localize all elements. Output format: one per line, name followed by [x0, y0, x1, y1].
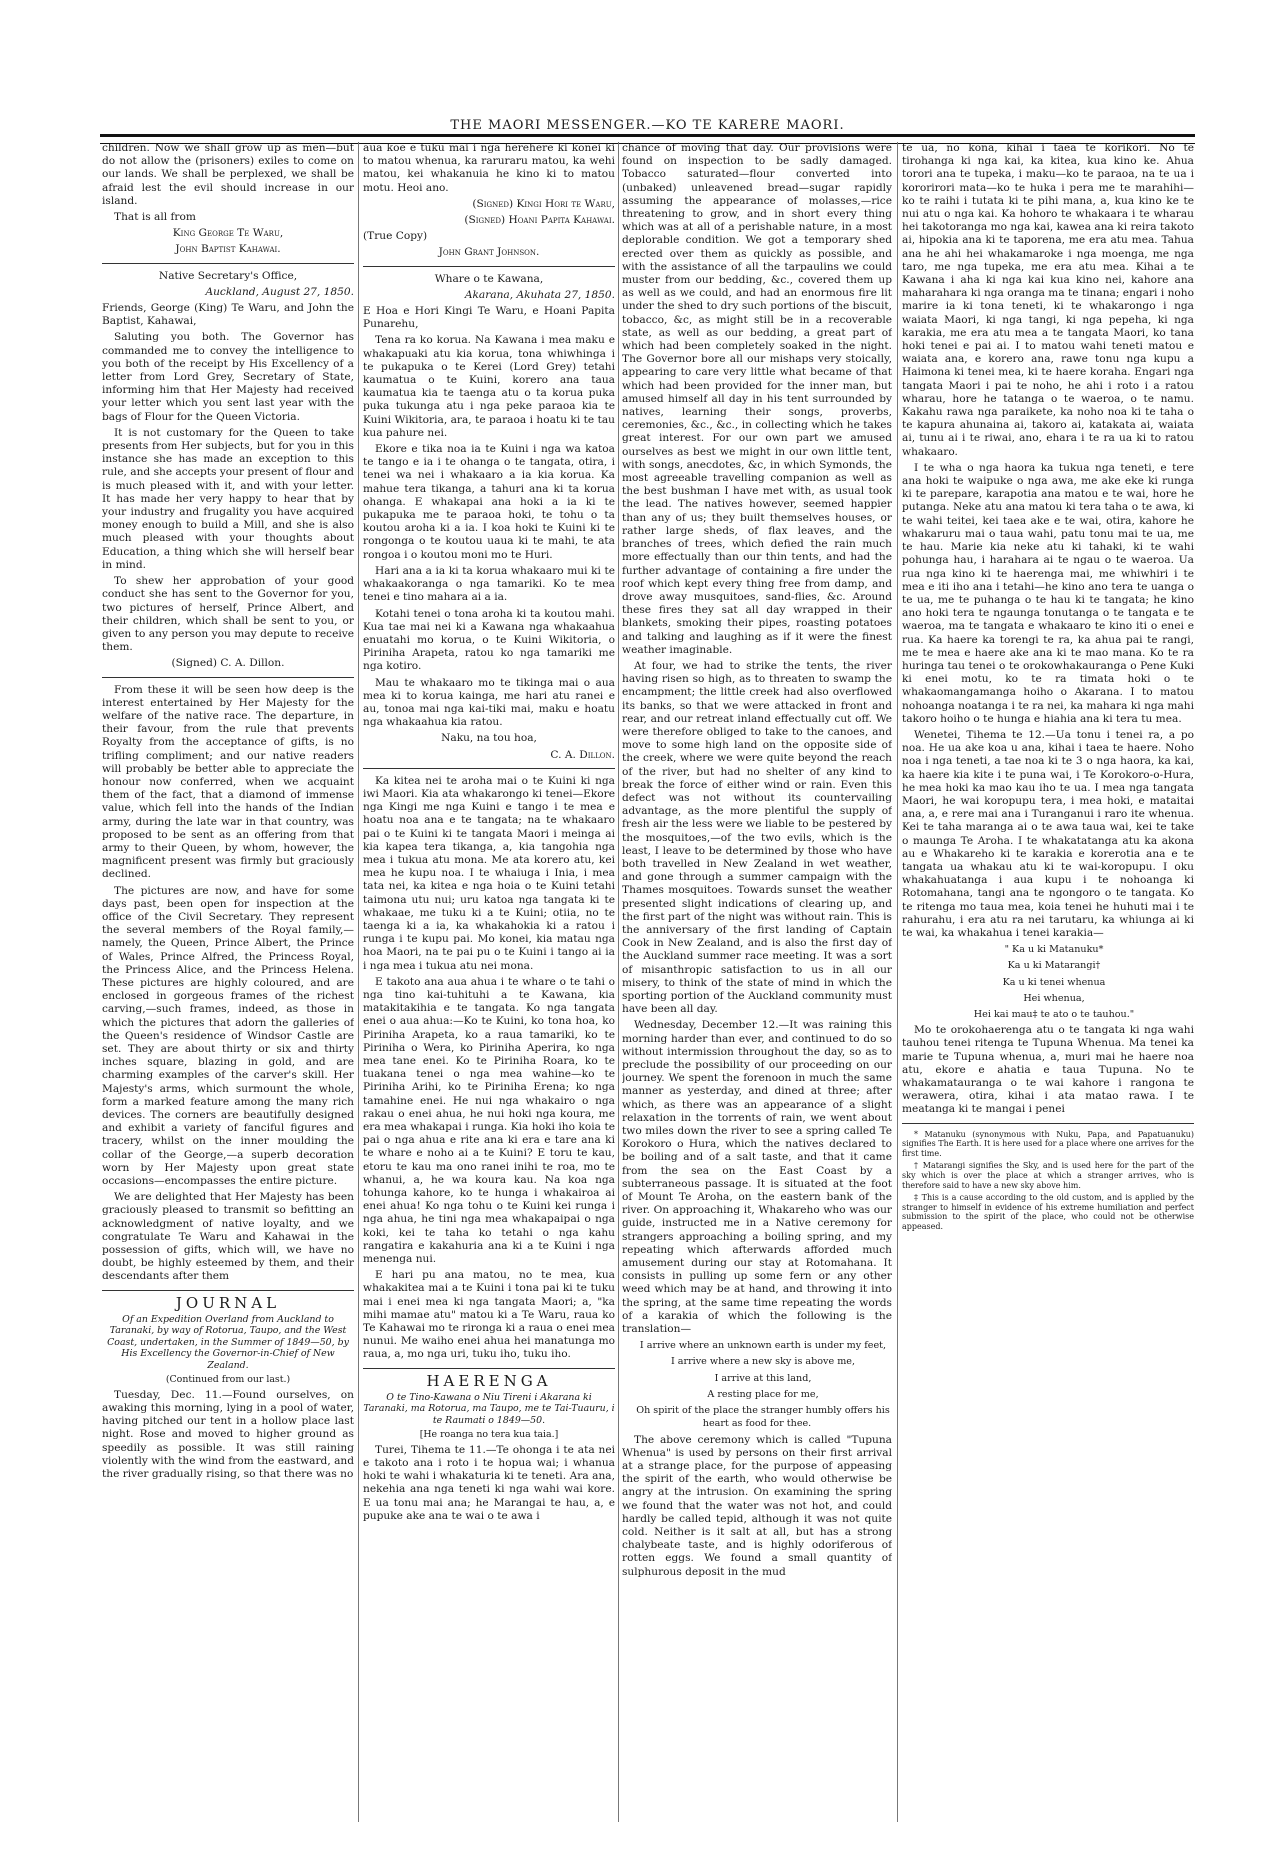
- dateline: Whare o te Kawana,: [434, 272, 544, 285]
- true-copy-note: (True Copy): [363, 230, 428, 243]
- section-title: JOURNAL: [175, 1293, 281, 1312]
- paragraph: Saluting you both. The Governor has commanded me to convey the intelligence to you both of the receipt by His Excellency of a letter from Lord Grey, Secretary of State, informing him that Her Majesty had received your letter which you sent last year with the bags of Flour for the Queen Victoria.: [102, 331, 354, 423]
- paragraph: aua koe e tuku mai i nga herehere ki konei ki to matou whenua, ka raruraru matou, ka wehi matou, kei whakanuia he kino ki to matou motu. Heoi ano.: [363, 142, 615, 194]
- verse-line: Ka u ki tenei whenua: [1002, 976, 1106, 988]
- signature: John Baptist Kahawai.: [175, 243, 281, 256]
- verse-line: Oh spirit of the place the stranger humbly offers his heart as food for thee.: [636, 1405, 890, 1430]
- signature: C. A. Dillon.: [550, 748, 615, 761]
- paragraph: Ekore e tika noa ia te Kuini i nga wa katoa te tango e ia i te ohanga o te tangata, otira, i tenei wa nei i whakaaro a ia kia korua. Ka mahue tera tikanga, a tahuri ana ki ta korua ohanga. E whakapai ana hoki a ia ki te pukapuka me te paraoa hoki, te tohu o ta koutou aroha ki a ia. I koa hoki te Kuini ki te rongonga o te koutou uaua ki te mahi, te ata rongoa i o koutou moni mo te Huri.: [363, 443, 615, 561]
- column-divider: [358, 142, 359, 1822]
- divider: [102, 1290, 354, 1291]
- signature: (Signed) Kingi Hori te Waru,: [472, 197, 615, 210]
- divider: [363, 1368, 615, 1369]
- paragraph: That is all from: [114, 211, 196, 224]
- paragraph: The pictures are now, and have for some days past, been open for inspection at the office of the Civil Secretary. They represent the several members of the Royal family,—namely, the Queen, Prince Albert, the Prince of Wales, Prince Alfred, the Princess Royal, the Princess Alice, and the Princess Helena. These pictures are highly coloured, and are enclosed in gorgeous frames of the richest carving,—such frames, indeed, as those in which the pictures that adorn the galleries of the Queen's residence of Windsor Castle are set. They are about thirty or six and thirty inches square, blazing in gold, and are charming examples of the carver's skill. Her Majesty's arms, which surmount the whole, form a marked feature among the many rich devices. The corners are beautifully designed and exhibit a variety of fanciful figures and tracery, whilst on the inner moulding the collar of the George,—a superb decoration worn by Her Majesty upon great state occasions—encompasses the entire picture.: [102, 884, 354, 1188]
- column-divider: [897, 142, 898, 1822]
- paragraph: To shew her approbation of your good conduct she has sent to the Governor for you, two pictures of herself, Prince Albert, and their children, which shall be sent to you, or given to any person you may depute to receive them.: [102, 575, 354, 654]
- verse-line: I arrive where an unknown earth is under my feet,: [639, 1340, 887, 1352]
- column-1: [102, 142, 354, 1822]
- divider: [902, 1123, 1194, 1124]
- paragraph: It is not customary for the Queen to take presents from Her subjects, but for you in this instance she has made an exception to this rule, and she accepts your present of flour and is much pleased with it, and with your letter. It has made her very happy to hear that by your industry and frugality you have acquired money enough to build a Mill, and she is also much pleased with your thoughts about Education, a thing which she will herself bear in mind.: [102, 426, 354, 571]
- verse-line: I arrive where a new sky is above me,: [670, 1356, 856, 1368]
- paragraph: Wenetei, Tihema te 12.—Ua tonu i tenei ra, a po noa. He ua ake koa u ana, kihai i taea te haere. Noho noa i nga teneti, a tae noa ki te 3 o nga haora, ka kai, ka haere kia kite i te puna wai, i Te Korokoro-o-Hura, he mea hoki ka mao kau iho te ua. I mea nga tangata Maori, he wai koropupu tera, i mea hoki, e mataitai ana, a, e rere mai ana i Turanganui i raro ite whenua. Kei te taha maranga ai o te awa taua wai, kei te take o maunga Te Aroha. I te whakatatanga atu ka akona au e Whakareho ki te karakia e korerotia ana e te tangata ua whakau atu ki te wai-koropupu. I oku whakahuatanga i aua kupu i te nohoanga ki Rotomahana, tangi ana te ngongoro o te tangata. Ko te ritenga mo taua mea, koia tenei he huhuti mai i te rahurahu, i era atu ra nei tarutaru, ka whiunga ai ki te wai, ka whakahua i tenei karakia—: [902, 728, 1194, 939]
- signature: King George Te Waru,: [172, 227, 284, 240]
- dateline: Native Secretary's Office,: [158, 269, 298, 282]
- paragraph: We are delighted that Her Majesty has been graciously pleased to transmit so befitting an acknowledgment of native loyalty, and we congratulate Te Waru and Kahawai in the possession of gifts, which will, we have no doubt, be highly esteemed by them, and their descendants after them: [102, 1191, 354, 1283]
- paragraph: Ka kitea nei te aroha mai o te Kuini ki nga iwi Maori. Kia ata whakarongo ki tenei—Ekore nga Kingi me nga Kuini e tango i te mea e hoatu noa ana e te tangata; na te whakaaro pai o te Kuini ki te tangata Maori i meinga ai kia kapea tera tikanga, a, kia tangohia nga mea i tukua atu mona. Me ata korero atu, kei mea he kupu noa. I te whaiuga i Inia, i mea tata nei, ka kitea e nga hoia o te Kuini tetahi taimona utu nui; uru katoa nga tangata ki te whakaae, me tuku ki a te Kuini; otiia, no te taenga ki a ia, ka whakahokia ki a ratou i runga i te kupu pai. Mo konei, kia matau nga hoa Maori, na te pai pu o te Kuini i tango ai ia i nga mea i tukua atu nei mona.: [363, 774, 615, 972]
- paragraph: E hari pu ana matou, no te mea, kua whakakitea mai a te Kuini i tona pai ki te tuku mai i enei mea ki nga tangata Maori; a, "ka mihi mamae atu" matou ki a Te Waru, raua ko Te Kahawai mo te rironga ki a raua o enei mea nunui. Me waiho enei ahua hei manatunga mo raua, a, mo nga uri, tuku iho, tuku iho.: [363, 1269, 615, 1361]
- divider: [363, 768, 615, 769]
- closing: Naku, na tou hoa,: [441, 732, 537, 745]
- paragraph: children. Now we shall grow up as men—but do not allow the (prisoners) exiles to come on our lands. We shall be perplexed, we shall be afraid lest the evil should increase in our island.: [102, 142, 354, 207]
- paragraph: Mo te orokohaerenga atu o te tangata ki nga wahi tauhou tenei ritenga te Tupuna Whenua. Ma tenei ka marie te Tupuna whenua, a, muri mai he haere noa atu, ekore e ahatia e taua Tupuna. No te whakamatauranga o te wai kahore i rangona te werawera, otira, kihai i ata matao rawa. I te meatanga ki te mangai i penei: [902, 1024, 1194, 1116]
- footnote: ‡ This is a cause according to the old custom, and is applied by the stranger to himself in evidence of his extreme humiliation and perfect submission to the spirit of the place, who could not be otherwise appeased.: [902, 1193, 1194, 1231]
- paragraph: chance of moving that day. Our provisions were found on inspection to be sadly damaged. Tobacco saturated—flour converted into (unbaked) unleavened bread—sugar rapidly assuming the appearance of molasses,—rice threatening to grow, and in short every thing which was at all of a perishable nature, in a most deplorable condition. We got a temporary shed erected over them as quickly as possible, and with the assistance of all the tarpaulins we could muster from our bedding, &c., covered them up as well as we could, and had an enormous fire lit under the shed to dry such portions of the biscuit, tobacco, &c, as might still be in a recoverable state, as well as our bedding, a great part of which had been completely soaked in the night. The Governor bore all our mishaps very stoically, appearing to care very little what became of that which had been provided for the inner man, but amused himself all day in his tent surrounded by natives, learning their songs, proverbs, ceremonies, &c., &c., in collecting which he takes great interest. For our own part we amused ourselves as best we might in our own little tent, with songs, anecdotes, &c, in which Symonds, the most agreeable travelling companion as well as the best bushman I have met with, as usual took the lead. The natives however, seemed happier than any of us; they built themselves houses, or rather large sheds, of flax leaves, and the branches of trees, which defied the rain much more effectually than our thin tents, and had the further advantage of containing a fire under the roof which kept every thing free from damp, and drove away musquitoes, sand-flies, &c. Around these fires they sat all day wrapped in their blankets, smoking their pipes, roasting potatoes and talking and laughing as if it were the finest weather imaginable.: [622, 142, 892, 656]
- verse-line: " Ka u ki Matanuku*: [1004, 944, 1104, 956]
- paragraph: Kotahi tenei o tona aroha ki ta koutou mahi. Kua tae mai nei ki a Kawana nga whakaahua enuatahi mo korua, o te Kuini Wikitoria, o Piriniha Arapeta, ratou ko nga tamariki me nga kotiro.: [363, 607, 615, 673]
- divider: [363, 266, 615, 267]
- column-divider: [618, 142, 619, 1822]
- divider: [102, 677, 354, 678]
- verse-line: A resting place for me,: [707, 1388, 819, 1400]
- paragraph: The above ceremony which is called "Tupuna Whenua" is used by persons on their first arrival at a strange place, for the purpose of appeasing the spirit of the earth, who would otherwise be angry at the intrusion. On examining the spring we found that the water was not hot, and could hardly be called tepid, although it was not quite cold. Neither is it salt at all, but has a strong chalybeate taste, and is highly odoriferous of rotten eggs. We found a small quantity of sulphurous deposit in the mud: [622, 1433, 892, 1578]
- footnote: * Matanuku (synonymous with Nuku, Papa, and Papatuanuku) signifies The Earth. It is here used for a place where one arrives for the first time.: [902, 1129, 1194, 1158]
- paragraph: Tena ra ko korua. Na Kawana i mea maku e whakapuaki atu kia korua, tona whiwhinga i te pukapuka o te Kerei (Lord Grey) tetahi kaumatua o te Kuini, korero ana taua kaumatua kia te taenga atu o ta korua puka puka tukunga atu i nga peke paraoa kia te Kuini Wikitoria, ara, te paraoa i hoatu ki te tau kua pahure nei.: [363, 334, 615, 439]
- paragraph: te ua, no kona, kihai i taea te korikori. No te tirohanga ki nga kai, ka kitea, kua kino ke. Ahua torori ana te tupeka, i maku—ko te paraoa, na te ua i kororirori mata—ko te huka i pera me te marahihi—ko te raihi i tutata ki te pihi mana, a, kua kino ke te nui atu o nga kai. Ka hohoro te whakaara i te wharau hei takotoranga mo nga kai, kawea ana ki reira takoto ai, hipokia ana ki te taporena, me era atu mea. Tahua ana he ahi hei whakamaroke i nga moenga, me nga taro, me nga tupeka, me era atu mea. Kihai a te Kawana i aha ki nga kai kua kino nei, kahore ana maharahara ki nga oranga ma te tinana; engari i noho marire ia ki tona teneti, ki te whakarongo i nga waiata Maori, ki nga tangi, ki nga pepeha, ki nga karakia, me era atu mea a te tangata Maori, ko tana hoki tenei e pai ai. I to matou wahi teneti matou e waiata ana, e korero ana, rawe tonu nga kupu a Haimona ki tenei mea, ki te haere koraha. Engari nga tangata Maori i pai te noho, he ahi i roto i a ratou wharau, hore he tatanga o te waeroa, o te namu. Kakahu rawa nga paraikete, ka noho noa ki te taha o te kapura ahunaina ai, takoro ai, katakata ai, waiata ai, tunu ai i te riwai, ano, ehara i te ra ua ki to ratou whakaaro.: [902, 142, 1194, 458]
- column-2: [363, 142, 615, 1822]
- paragraph: Wednesday, December 12.—It was raining this morning harder than ever, and continued to do so without intermission throughout the day, so as to preclude the possibility of our proceeding on our journey. We spent the forenoon in much the same manner as yesterday, and dined at three; after which, as there was an appearance of a slight relaxation in the torrents of rain, we went about two miles down the river to see a spring called Te Korokoro o Hura, which the natives declared to be boiling and of a salt taste, and that it came from the sea on the East Coast by a subterraneous passage. It is situated at the foot of Mount Te Aroha, on the eastern bank of the river. On approaching it, Whakareho who was our guide, instructed me in a Native ceremony for strangers approaching a boiling spring, and my repeating which afterwards afforded much amusement during our stay at Rotomahana. It consists in pulling up some fern or any other weed which may be at hand, and throwing it into the spring, at the same time repeating the words of a karakia of which the following is the translation—: [622, 1019, 892, 1336]
- signature: (Signed) C. A. Dillon.: [171, 657, 285, 670]
- footnote: † Matarangi signifies the Sky, and is used here for the part of the sky which is over the place at which a stranger arrives, who is therefore said to have a new sky above him.: [902, 1161, 1194, 1190]
- dateline: Auckland, August 27, 1850.: [205, 285, 354, 298]
- column-4: [902, 142, 1194, 1822]
- salutation: E Hoa e Hori Kingi Te Waru, e Hoani Papita Punarehu,: [363, 305, 615, 331]
- signature: John Grant Johnson.: [438, 246, 540, 259]
- running-header: THE MAORI MESSENGER.—KO TE KARERE MAORI.: [450, 118, 845, 133]
- paragraph: From these it will be seen how deep is the interest entertained by Her Majesty for the welfare of the native race. The departure, in their favour, from the rule that prevents Royalty from the acceptance of gifts, is no trifling compliment; and our native readers will probably be better able to appreciate the honour now conferred, when we acquaint them of the fact, that a diamond of immense value, which fell into the hands of the Indian army, during the late war in that country, was proposed to be sent as an offering from that army to their Queen, by whom, however, the magnificent present was firmly but graciously declined.: [102, 683, 354, 881]
- verse-line: Ka u ki Matarangi†: [1007, 960, 1101, 972]
- paragraph: Mau te whakaaro mo te tikinga mai o aua mea ki to korua kainga, me hari atu ranei e au, tonoa mai nga kai-tiki mai, maku e hoatu nga whakaahua kia ratou.: [363, 676, 615, 729]
- section-title: HAERENGA: [426, 1371, 552, 1390]
- verse-line: Hei whenua,: [1023, 992, 1085, 1004]
- paragraph: Hari ana a ia ki ta korua whakaaro mui ki te whakaakoranga o nga tamariki. Ko te mea tenei e tino mahara ai a ia.: [363, 564, 615, 604]
- dateline: Akarana, Akuhata 27, 1850.: [464, 288, 615, 301]
- continued-note: [He roanga no tera kua taia.]: [419, 1429, 559, 1441]
- paragraph: Tuesday, Dec. 11.—Found ourselves, on awaking this morning, lying in a pool of water, having pitched our tent in a hollow place last night. Rose and moved to higher ground as speedily as possible. It was still raining violently with the wind from the eastward, and the river gradually rising, so that there was no: [102, 1388, 354, 1481]
- verse-line: Hei kai mau‡ te ato o te tauhou.": [973, 1009, 1135, 1020]
- paragraph: Turei, Tihema te 11.—Te ohonga i te ata nei e takoto ana i roto i te hopua wai; i whanua hoki te wahi i whakaturia ki te teneti. Ara ana, nekehia ana nga teneti ki nga wahi wai kore. E ua tonu mai ana; he Marangai te hau, a, e pupuke ake ana te wai o te awa i: [363, 1443, 615, 1522]
- section-subtitle: O te Tino-Kawana o Niu Tireni i Akarana ki Taranaki, ma Rotorua, ma Taupo, me te Tai-Tuauru, i te Raumati o 1849—50.: [363, 1391, 615, 1426]
- section-subtitle: Of an Expedition Overland from Auckland to Taranaki, by way of Rotorua, Taupo, and the West Coast, undertaken, in the Summer of 1849—50, by His Excellency the Governor-in-Chief of New Zealand.: [107, 1313, 349, 1371]
- salutation: Friends, George (King) Te Waru, and John the Baptist, Kahawai,: [102, 302, 354, 328]
- column-3: [622, 142, 892, 1822]
- divider: [102, 263, 354, 264]
- paragraph: At four, we had to strike the tents, the river having risen so high, as to threaten to swamp the encampment; the little creek had also overflowed its banks, so that we were attacked in front and rear, and our retreat inland effectually cut off. We were therefore obliged to take to the canoes, and move to some high land on the opposite side of the creek, where we were quite beyond the reach of the river, but had no shelter of any kind to break the force of either wind or rain. Even this defect was not without its countervailing advantage, as the more plentiful the supply of fresh air the less were we liable to be pestered by the mosquitoes,—of the two evils, which is the least, I leave to be determined by those who have both travelled in New Zealand in wet weather, and gone through a summer campaign with the Thames mosquitoes. Towards sunset the weather presented slight indications of clearing up, and the first part of the night was without rain. This is the anniversary of the first landing of Captain Cook in New Zealand, and is also the first day of the Auckland summer race meeting. It was a sort of misanthropic satisfaction to us in all our misery, to think of the state of mind in which the sporting portion of the Auckland community must have been all day.: [622, 659, 892, 1016]
- verse-line: I arrive at this land,: [714, 1372, 812, 1384]
- continued-note: (Continued from our last.): [165, 1374, 291, 1386]
- paragraph: I te wha o nga haora ka tukua nga teneti, e tere ana hoki te waipuke o nga awa, me ake eke ki runga ki te parepare, karapotia ana matou e te wai, hore he putanga. Neke atu ana matou ki tera taha o te awa, ki te wahi teitei, kei taea ake e te wai, otira, kahore he whakaruru mai o taua wahi, patu tonu mai te ua, me te hau. Marie kia neke atu ki tahaki, ki te wahi pohunga hau, i harahara ai te ngau o te waeroa. Ua rua nga kino ki te haerenga mai, me whiwhiri i te mea e iti iho ana i tetahi—he kino ano tera te uanga o te ua, me te puhanga o te hau ki te tangata; he kino ano hoki tera te ngaunga tonutanga o te tangata e te waeroa, ma te tangata e whakaaro te kino iti o enei e rua. Ka haere ka torengi te ra, ka ahua pai te rangi, me te mea e haere ake ana ki te mao mana. Ko te ra huringa tau tenei o te orokowhakauranga o Pene Kuki ki enei motu, ko te ra timata hoki o te whakaomangamanga hoiho o Akarana. I to matou nohoanga noatanga i te ra nei, ka mahara ki nga mahi takoro hoiho o te hunga e hiahia ana ki tera tu mea.: [902, 461, 1194, 725]
- paragraph: E takoto ana aua ahua i te whare o te tahi o nga tino kai-tuhituhi a te Kawana, kia matakitakihia e te tangata. Ko nga tangata enei o aua ahua:—Ko te Kuini, ko tona hoa, ko Piriniha Arapeta, ko a raua tamariki, ko te Piriniha o Wera, ko Piriniha Aperira, ko nga mea tane enei. Ko te Piriniha Roara, ko te tuakana tenei o nga mea wahine—ko te Piriniha Arihi, ko te Piriniha Erena; ko nga tamahine enei. He nui nga whakairo o nga rakau o enei ahua, he nui hoki nga koura, me era mea whakapai i runga. Kia hoki iho koia te pai o nga ahua e rite ana ki era e tare ana ki te whare e noho ai a te Kuini? E toru te kau, etoru te kau ma ono ranei inihi te roa, mo te whanui, a, he wa koura kau. Na koa nga tohunga kahore, ko te hunga i whakairoa ai enei ahua! Ko nga tohu o te Kuini kei runga i nga ahua, he tini nga mea whakapaipai o nga koki, kei te taha ko tetahi o nga kahu rangatira e kakahuria ana ki a te Kuini i nga menenga nui.: [363, 975, 615, 1266]
- signature: (Signed) Hoani Papita Kahawai.: [464, 214, 615, 227]
